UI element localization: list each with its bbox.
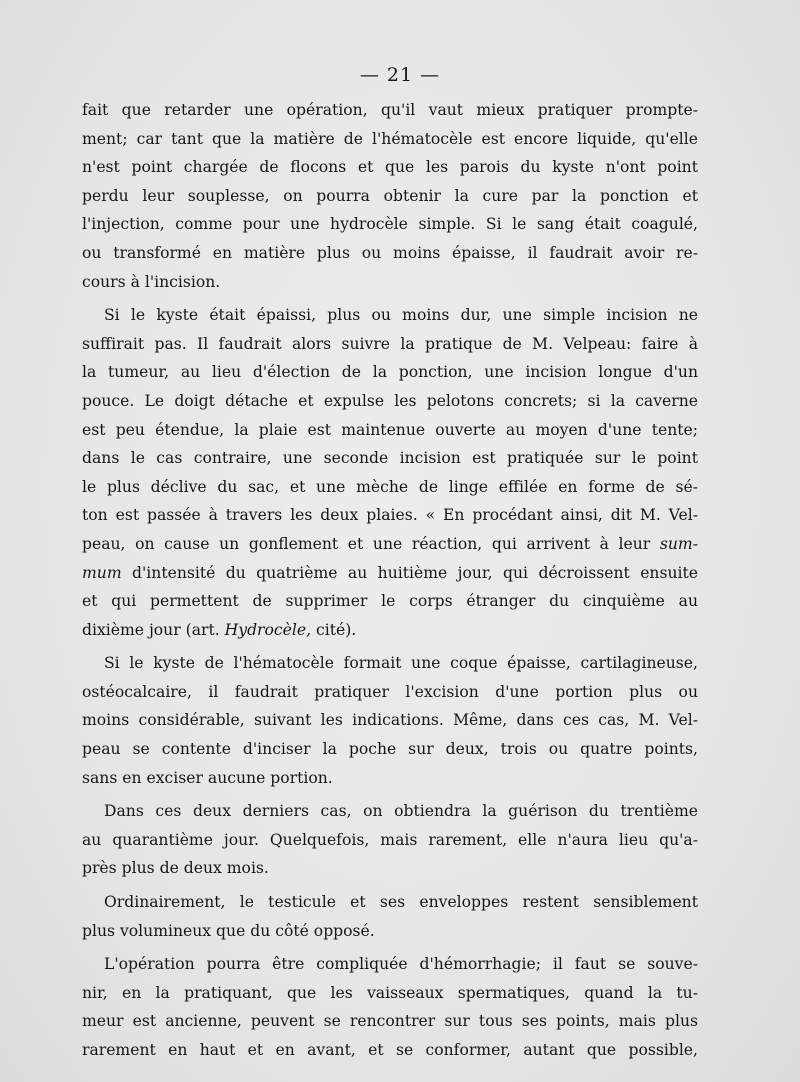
line-text: dixième jour (art. — [82, 620, 225, 639]
text-line — [82, 649, 698, 678]
line-text: rarement en haut et en avant, et se conformer, autant que possible, — [82, 1041, 698, 1059]
line-text: l'injection, comme pour une hydrocèle simple. Si le sang était coagulé, — [82, 215, 698, 234]
text-line — [82, 1007, 698, 1036]
line-text: la tumeur, au lieu d'élection de la ponction, une incision longue d'un — [82, 363, 698, 382]
text-line — [82, 153, 698, 182]
line-text: peau se contente d'inciser la poche sur deux, trois ou quatre points, — [82, 740, 698, 759]
line-text: ostéocalcaire, il faudrait pratiquer l'excision d'une portion plus ou — [82, 682, 698, 701]
line-text: pouce. Le doigt détache et expulse les pelotons concrets; si la caverne — [82, 391, 698, 410]
line-text: moins considérable, suivant les indications. Même, dans ces cas, M. Vel- — [82, 711, 698, 730]
text-line — [82, 473, 698, 502]
text-line — [82, 444, 698, 473]
line-text: et qui permettent de supprimer le corps étranger du cinquième au — [82, 592, 698, 611]
line-text: au quarantième jour. Quelquefois, mais rarement, elle n'aura lieu qu'a- — [82, 830, 698, 849]
page-number: — 21 — — [359, 64, 441, 86]
line-text: meur est ancienne, peuvent se rencontrer sur tous ses points, mais plus — [82, 1012, 698, 1031]
text-line — [82, 330, 698, 359]
text-line — [82, 917, 698, 946]
line-text: peau, on cause un gonflement et une réaction, qui arrivent à leur — [82, 534, 660, 553]
line-text: n'est point chargée de flocons et que les parois du kyste n'ont point — [82, 158, 698, 177]
text-line — [82, 888, 698, 917]
text-line — [82, 182, 698, 211]
text-line — [82, 764, 698, 793]
line-text: Si le kyste était épaissi, plus ou moins dur, une simple incision ne — [104, 306, 698, 325]
line-text: ton est passée à travers les deux plaies. « En procédant ainsi, dit M. Vel- — [82, 506, 698, 525]
text-line — [82, 950, 698, 979]
line-text: cours à l'incision. — [82, 272, 221, 291]
text-line — [82, 268, 698, 297]
text-line — [82, 501, 698, 530]
line-text: près plus de deux mois. — [82, 859, 269, 878]
line-text: Si le kyste de l'hématocèle formait une coque épaisse, cartilagineuse, — [104, 654, 698, 673]
line-text: perdu leur souplesse, on pourra obtenir la cure par la ponction et — [82, 186, 698, 205]
text-line — [82, 416, 698, 445]
line-text: ou transformé en matière plus ou moins épaisse, il faudrait avoir re- — [82, 243, 698, 262]
text-line — [82, 706, 698, 735]
line-text-after: cité). — [311, 620, 357, 639]
italic-text: mum — [82, 563, 122, 582]
text-line — [82, 678, 698, 707]
text-line — [82, 387, 698, 416]
text-line — [82, 239, 698, 268]
line-text: suffirait pas. Il faudrait alors suivre la pratique de M. Velpeau: faire à — [82, 334, 698, 353]
line-text: est peu étendue, la plaie est maintenue ouverte au moyen d'une tente; — [82, 420, 698, 439]
text-line — [82, 797, 698, 826]
text-line — [82, 210, 698, 239]
text-line — [82, 616, 698, 645]
text-line — [82, 826, 698, 855]
line-text: Ordinairement, le testicule et ses enveloppes restent sensiblement — [104, 893, 698, 912]
text-line — [82, 587, 698, 616]
line-text: Dans ces deux derniers cas, on obtiendra la guérison du trentième — [104, 802, 698, 821]
line-text: fait que retarder une opération, qu'il vaut mieux pratiquer prompte- — [82, 101, 698, 119]
line-text: nir, en la pratiquant, que les vaisseaux spermatiques, quand la tu- — [82, 983, 698, 1002]
text-line — [82, 559, 698, 588]
italic-text: Hydrocèle, — [224, 620, 312, 639]
text-line — [82, 96, 698, 125]
text-line — [82, 1036, 698, 1065]
line-text: sans en exciser aucune portion. — [82, 768, 333, 787]
text-line — [82, 358, 698, 387]
line-text: L'opération pourra être compliquée d'hémorrhagie; il faut se souve- — [104, 955, 698, 974]
line-text: dans le cas contraire, une seconde incision est pratiquée sur le point — [82, 449, 698, 468]
line-text: d'intensité du quatrième au huitième jour, qui décroissent ensuite — [121, 563, 698, 582]
line-text: ment; car tant que la matière de l'hématocèle est encore liquide, qu'elle — [82, 129, 698, 148]
line-text: le plus déclive du sac, et une mèche de linge effilée en forme de sé- — [82, 477, 698, 496]
line-text: plus volumineux que du côté opposé. — [82, 921, 375, 940]
text-line — [82, 530, 698, 559]
body-text — [82, 96, 698, 1065]
text-line — [82, 735, 698, 764]
text-line — [82, 854, 698, 883]
italic-text: sum- — [659, 534, 698, 553]
text-line — [82, 979, 698, 1008]
text-line — [82, 301, 698, 330]
text-line — [82, 125, 698, 154]
